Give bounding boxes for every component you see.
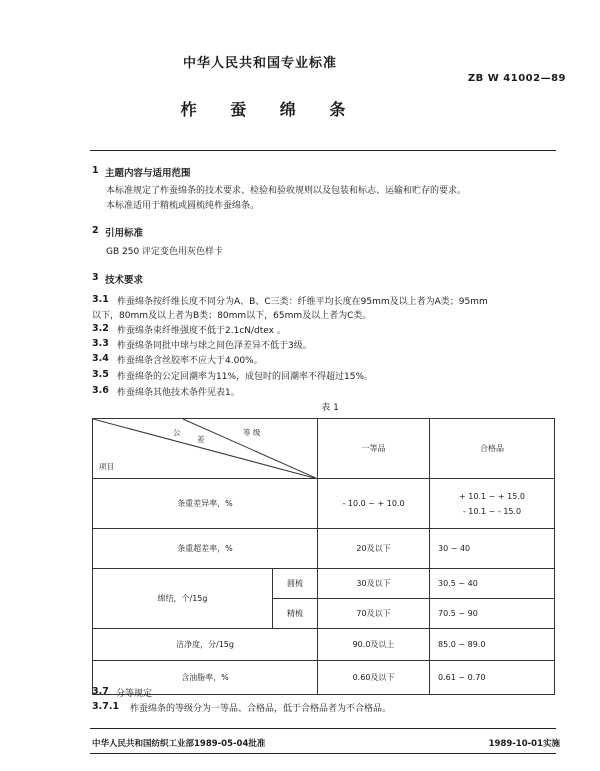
cell-value: 0.61 ~ 0.70	[430, 661, 555, 695]
section-2-reference: GB 250 评定变色用灰色样卡	[106, 247, 224, 257]
clause-text: 柞蚕绵条的公定回潮率为11%，成包时的回潮率不得超过15%。	[117, 372, 374, 382]
document-title: 柞 蚕 绵 条	[180, 100, 360, 119]
table-row	[93, 479, 555, 529]
clause-text: 柞蚕绵条含丝胶率不应大于4.00%。	[117, 356, 263, 366]
diag-label-item: 项目	[99, 462, 114, 471]
diag-label-grade: 等 级	[243, 428, 261, 437]
table-caption: 表 1	[321, 403, 339, 413]
table-row	[93, 569, 555, 599]
cell-value: + 10.1 ~ + 15.0	[459, 491, 525, 501]
table-1	[92, 418, 555, 695]
cell-value: 30 ~ 40	[430, 529, 555, 569]
section-2-number: 2	[92, 225, 99, 236]
cell-value: 70.5 ~ 90	[430, 599, 555, 629]
table-row	[93, 629, 555, 661]
header-organization: 中华人民共和国专业标准	[182, 56, 337, 71]
table-header-row	[93, 419, 555, 479]
clause-text: 柞蚕绵条其他技术条件见表1。	[117, 388, 240, 398]
row-sub-label: 圆梳	[273, 569, 318, 599]
cell-value: 0.60及以下	[318, 661, 430, 695]
clause-number: 3.2	[92, 323, 109, 334]
cell-value: 30.5 ~ 40	[430, 569, 555, 599]
clause-number: 3.4	[92, 353, 109, 364]
clause-text: 柞蚕绵条同批中球与球之间色泽差异不低于3级。	[117, 341, 312, 351]
footer-bottom-rule	[90, 753, 556, 754]
clause-text-continued: 以下，80mm及以上者为B类；80mm以下，65mm及以上者为C类。	[92, 311, 372, 321]
diag-label-gong: 公	[173, 428, 181, 437]
section-1-number: 1	[92, 165, 99, 176]
cell-value: 90.0及以上	[318, 629, 430, 661]
table-diagonal-header	[93, 419, 318, 479]
row-sub-label: 精梳	[273, 599, 318, 629]
cell-value: - 10.0 ~ + 10.0	[318, 479, 430, 529]
header-rule	[90, 150, 556, 151]
section-3-number: 3	[92, 272, 99, 283]
clause-3-7-1-text: 柞蚕绵条的等级分为一等品、合格品，低于合格品者为不合格品。	[130, 704, 392, 714]
section-1-paragraph-1: 本标准规定了柞蚕绵条的技术要求、检验和验收规则以及包装和标志、运输和贮存的要求。	[106, 186, 467, 196]
clause-3-7-1-number: 3.7.1	[92, 701, 120, 712]
cell-value: 70及以下	[318, 599, 430, 629]
cell-value: - 10.1 ~ - 15.0	[462, 506, 522, 516]
footer-rule	[90, 728, 556, 729]
clause-text: 柞蚕绵条按纤维长度不同分为A、B、C三类：纤维平均长度在95mm及以上者为A类；95mm	[117, 297, 488, 307]
row-label: 含油脂率，%	[93, 661, 318, 695]
header-first-grade: 一等品	[318, 419, 430, 479]
section-3-7-number: 3.7	[92, 686, 109, 697]
table-row	[93, 661, 555, 695]
cell-value: 20及以下	[318, 529, 430, 569]
cell-value: 85.0 ~ 89.0	[430, 629, 555, 661]
clause-number: 3.5	[92, 369, 109, 380]
header-qualified: 合格品	[430, 419, 555, 479]
table-row	[93, 529, 555, 569]
clause-number: 3.3	[92, 338, 109, 349]
diagonal-lines	[93, 419, 318, 479]
section-3-title: 技术要求	[105, 275, 144, 286]
clause-text: 柞蚕绵条束纤维强度不低于2.1cN/dtex 。	[117, 326, 286, 336]
cell-value-pair	[430, 479, 555, 529]
diag-label-cha: 差	[197, 435, 205, 444]
section-1-paragraph-2: 本标准适用于精梳或圆梳纯柞蚕绵条。	[106, 201, 260, 211]
row-label: 洁净度，分/15g	[93, 629, 318, 661]
standard-code: ZB W 41002—89	[467, 73, 566, 84]
section-3-7-title: 分等规定	[116, 689, 153, 699]
row-label: 绵结，个/15g	[93, 569, 273, 629]
cell-value: 30及以下	[318, 569, 430, 599]
row-label: 条重超差率，%	[93, 529, 318, 569]
clause-number: 3.1	[92, 294, 109, 305]
clause-number: 3.6	[92, 385, 109, 396]
row-label: 条重差异率，%	[93, 479, 318, 529]
footer-issued: 中华人民共和国纺织工业部1989-05-04批准	[92, 739, 266, 749]
footer-effective: 1989-10-01实施	[488, 739, 560, 749]
section-2-title: 引用标准	[105, 228, 144, 239]
section-1-title: 主题内容与适用范围	[105, 168, 191, 179]
